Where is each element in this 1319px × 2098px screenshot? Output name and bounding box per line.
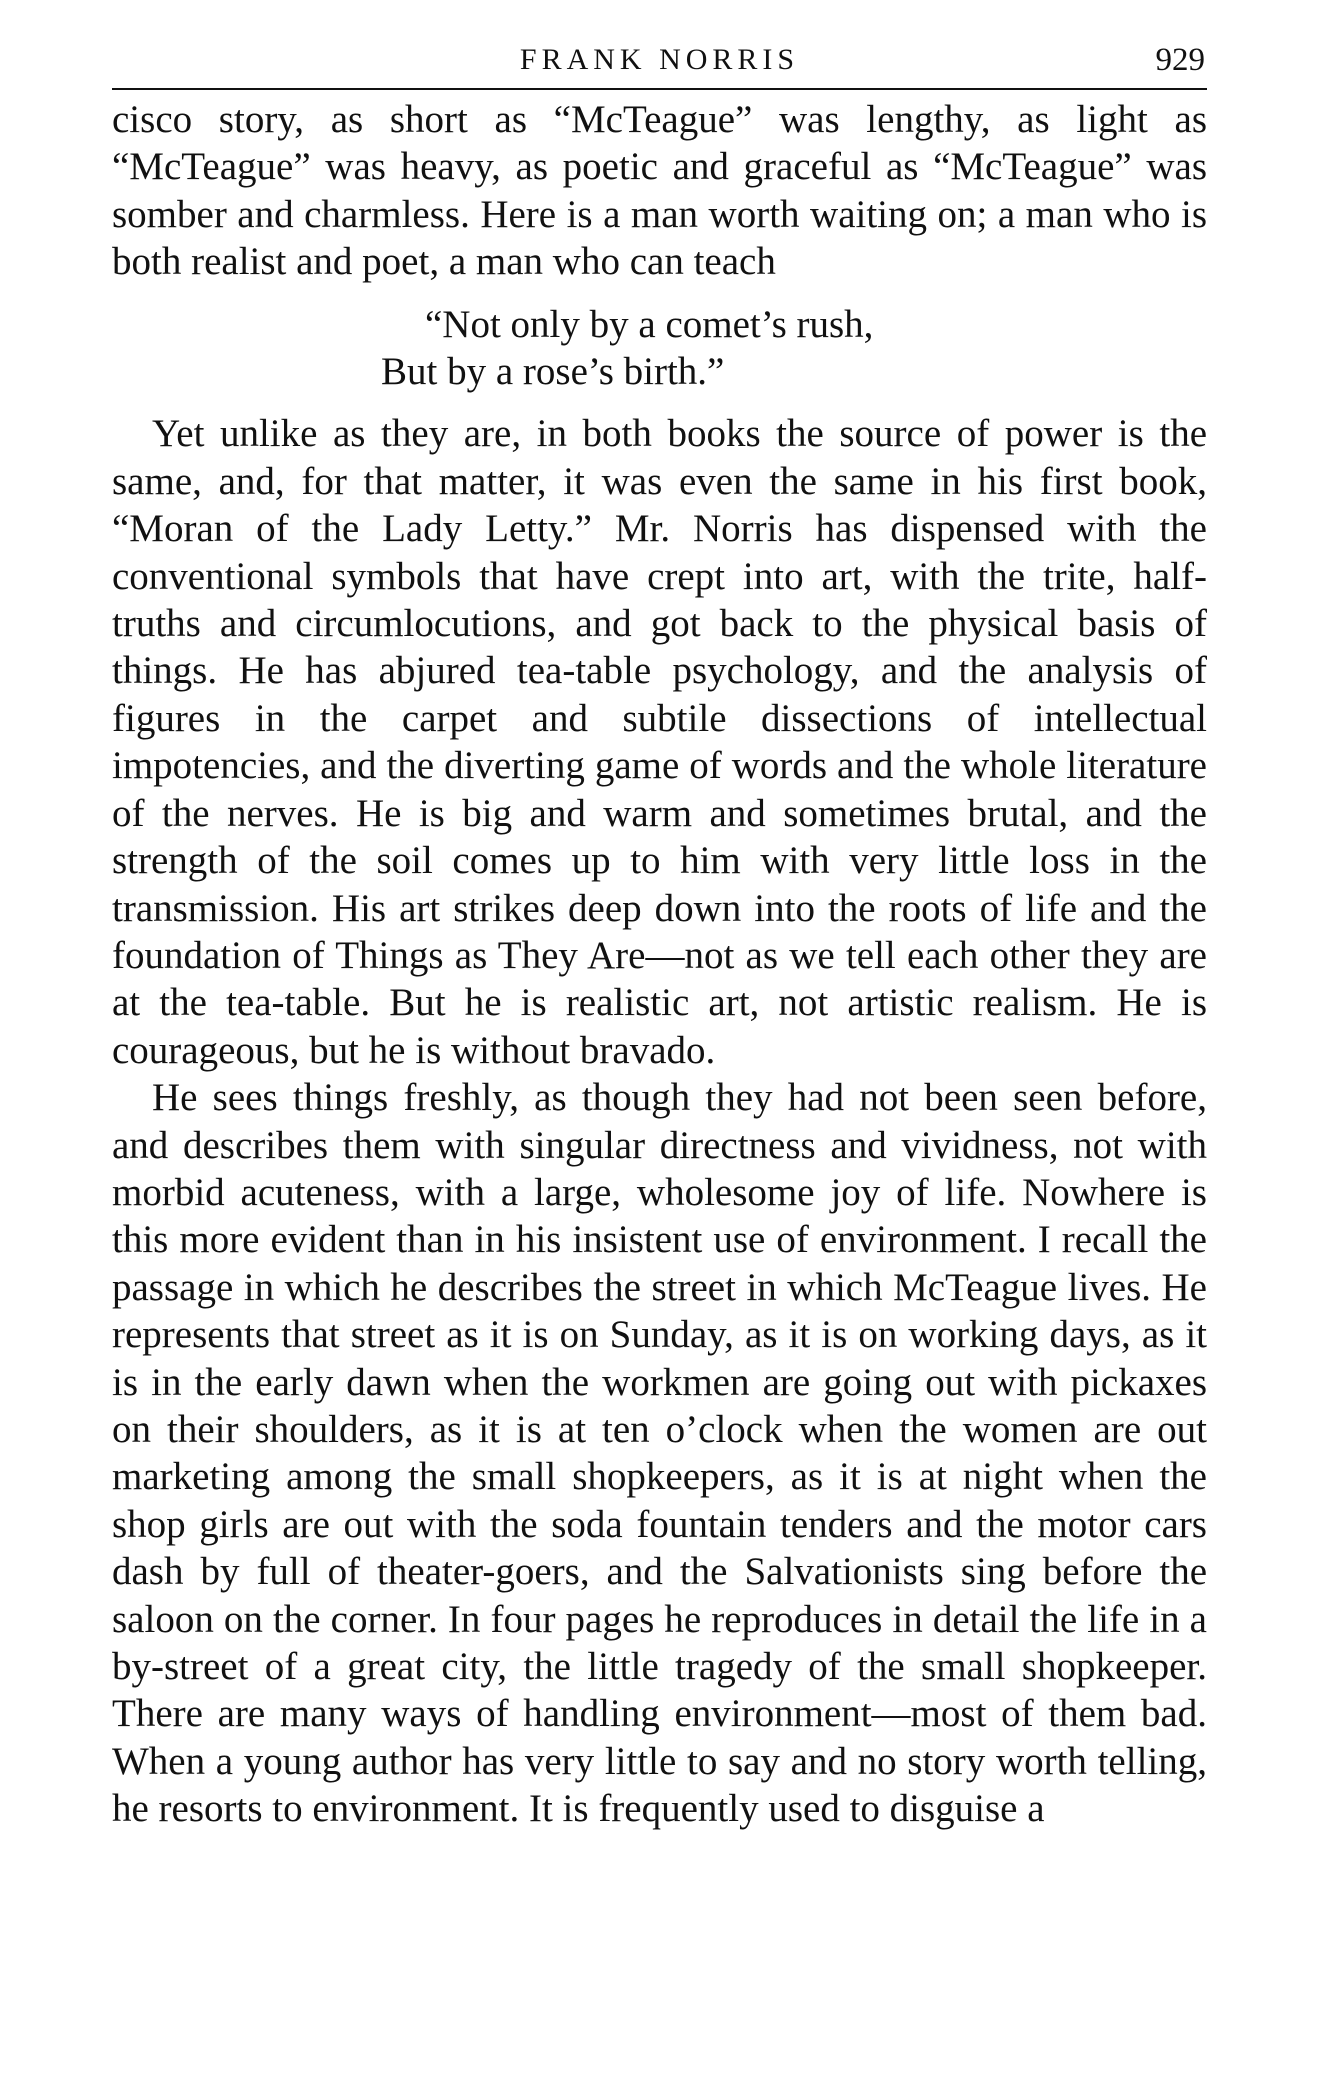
running-head: [112, 32, 1207, 90]
paragraph-source-of-power: Yet unlike as they are, in both books the source of power is the same, and, for that matter, it was even the same in his first book, “Moran of the Lady Letty.” Mr. Norris has dispensed with the conventional symbols that have crept into art, with the trite, half-truths and circumlocutions, and got back to the physical basis of things. He has abjured tea-table psychology, and the analysis of figures in the carpet and subtile dissections of intellectual impotencies, and the diverting game of words and the whole literature of the nerves. He is big and warm and sometimes brutal, and the strength of the soil comes up to him with very little loss in the transmission. His art strikes deep down into the roots of life and the foundation of Things as They Are—not as we tell each other they are at the tea-table. But he is realistic art, not artistic realism. He is courageous, but he is without bravado.: [112, 412, 1207, 1072]
verse-line-2: But by a rose’s birth.”: [381, 350, 725, 394]
page-number: 929: [1155, 42, 1205, 78]
paragraph-continuation: cisco story, as short as “McTeague” was lengthy, as light as “McTeague” was heavy, as poetic and graceful as “McTeague” was somber and charmless. Here is a man worth waiting on; a man who is both realist and poet, a man who can teach: [112, 98, 1207, 284]
running-title: FRANK NORRIS: [519, 43, 800, 76]
verse-quotation: [112, 301, 1207, 396]
verse-line-1: “Not only by a comet’s rush,: [425, 302, 874, 346]
body-text: [112, 96, 1207, 1833]
paragraph-environment: He sees things freshly, as though they had not been seen before, and describes them with singular directness and vividness, not with morbid acuteness, with a large, wholesome joy of life. Nowhere is this more evident than in his insistent use of environment. I recall the passage in which he describes the street in which McTeague lives. He represents that street as it is on Sunday, as it is on working days, as it is in the early dawn when the workmen are going out with pickaxes on their shoulders, as it is at ten o’clock when the women are out marketing among the small shopkeepers, as it is at night when the shop girls are out with the soda fountain tenders and the motor cars dash by full of theater-goers, and the Salvationists sing before the saloon on the corner. In four pages he reproduces in detail the life in a by-street of a great city, the little tragedy of the small shopkeeper. There are many ways of handling environment—most of them bad. When a young author has very little to say and no story worth telling, he resorts to environment. It is frequently used to disguise a: [112, 1076, 1207, 1831]
